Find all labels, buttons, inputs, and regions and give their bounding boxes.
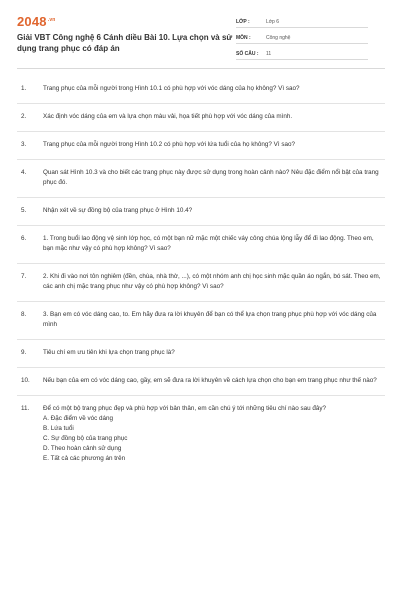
question-text: Trang phục của mỗi người trong Hình 10.1 có phù hợp với vóc dáng của họ không? Vì sao?: [43, 85, 300, 92]
question-number: 1.: [21, 85, 27, 92]
question-number: 9.: [21, 349, 27, 356]
question-item: [17, 198, 385, 226]
question-number: 11.: [21, 405, 30, 412]
question-item: [17, 226, 385, 264]
question-text: Tiêu chí em ưu tiên khi lựa chọn trang phục là?: [43, 349, 175, 356]
question-number: 8.: [21, 311, 27, 318]
question-text: Nếu bạn của em có vóc dáng cao, gầy, em sẽ đưa ra lời khuyên về cách lựa chọn cho bạn em trang phục như thế nào?: [43, 377, 377, 384]
question-number: 5.: [21, 207, 27, 214]
subject-value: Công nghệ: [266, 35, 291, 41]
answer-option-d: D. Theo hoàn cảnh sử dụng: [43, 445, 122, 452]
count-label: SỐ CÂU :: [236, 51, 259, 57]
header-divider: [17, 68, 385, 69]
meta-class-row: [236, 14, 368, 28]
question-number: 7.: [21, 273, 27, 280]
question-text: Quan sát Hình 10.3 và cho biết các trang phục này được sử dụng trong hoàn cảnh nào? Nêu đặc điểm nổi bật của trang phục đó.: [43, 169, 379, 186]
question-item: [17, 76, 385, 104]
answer-option-e: E. Tất cả các phương án trên: [43, 455, 126, 462]
page-title: Giải VBT Công nghệ 6 Cánh diều Bài 10. Lựa chọn và sử dụng trang phục có đáp án: [17, 33, 233, 53]
answer-option-a: A. Đặc điểm về vóc dáng: [43, 415, 114, 422]
question-list: [17, 76, 385, 473]
question-text: 1. Trong buổi lao động vệ sinh lớp học, có một bạn nữ mặc một chiếc váy công chúa lộng lẫy để đi lao động. Theo em, bạn mặc như vậy có phù hợp không? Vì sao?: [43, 235, 374, 252]
question-item: [17, 340, 385, 368]
question-item: [17, 160, 385, 198]
answer-option-b: B. Lứa tuổi: [43, 425, 74, 432]
meta-subject-row: [236, 30, 368, 44]
question-item: [17, 302, 385, 340]
question-text: Để có một bộ trang phục đẹp và phù hợp với bản thân, em cần chú ý tới những tiêu chí nào sau đây?: [43, 405, 326, 412]
class-label: LỚP :: [236, 19, 250, 25]
question-number: 4.: [21, 169, 27, 176]
question-text: Nhận xét về sự đồng bộ của trang phục ở Hình 10.4?: [43, 207, 193, 214]
question-text: Trang phục của mỗi người trong Hình 10.2 có phù hợp với lứa tuổi của họ không? Vì sao?: [43, 141, 295, 148]
answer-option-c: C. Sự đồng bộ của trang phục: [43, 435, 128, 442]
question-item: [17, 264, 385, 302]
question-number: 10.: [21, 377, 30, 384]
question-text: 3. Bạn em có vóc dáng cao, to. Em hãy đưa ra lời khuyên để bạn có thể lựa chọn trang phục phù hợp với vóc dáng của mình: [43, 311, 377, 328]
count-value: 11: [266, 51, 272, 57]
question-text: Xác định vóc dáng của em và lựa chọn màu vải, họa tiết phù hợp với vóc dáng của mình.: [43, 113, 293, 120]
meta-count-row: [236, 46, 368, 60]
class-value: Lớp 6: [266, 19, 280, 25]
question-item: [17, 368, 385, 396]
question-item: [17, 104, 385, 132]
logo-text: 2048: [17, 14, 47, 29]
question-item: [17, 396, 385, 473]
question-item: [17, 132, 385, 160]
question-body: [43, 404, 385, 464]
logo-suffix: .vn: [47, 16, 56, 23]
question-text: 2. Khi đi vào nơi tôn nghiêm (đền, chùa, nhà thờ, ...), có một nhóm anh chị học sinh mặc quần áo ngắn, bó sát. Theo em, các anh chị mặc trang phục như vậy có phù hợp không? Vì sao?: [43, 273, 381, 290]
question-number: 3.: [21, 141, 27, 148]
question-number: 6.: [21, 235, 27, 242]
question-number: 2.: [21, 113, 27, 120]
meta-panel: [236, 14, 368, 62]
subject-label: MÔN :: [236, 35, 251, 41]
